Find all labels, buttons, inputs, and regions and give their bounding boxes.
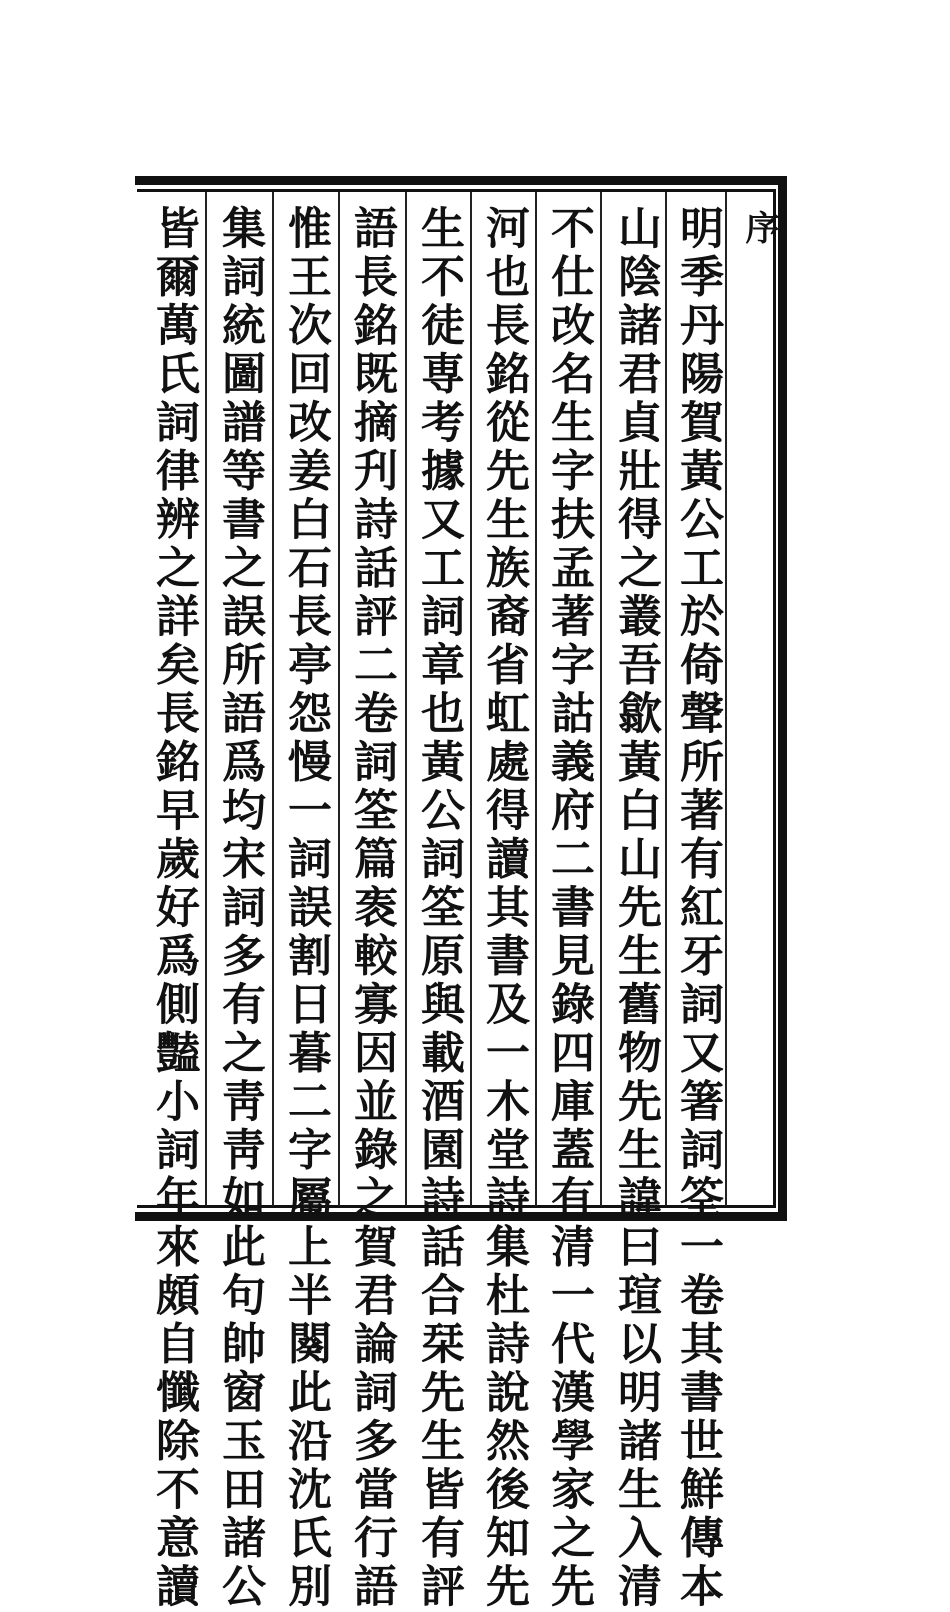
frame-right-inner-line [773,189,776,1208]
column-rule [600,192,602,1206]
text-column-7: 惟王次回改姜白石長亭怨慢一詞誤割日暮二字屬上半闋此沿沈氏別 [280,205,331,1612]
column-rule [470,192,472,1206]
text-column-2: 山陰諸君貞壯得之叢吾歙黃白山先生舊物先生諱曰瑄以明諸生入清 [610,205,661,1612]
column-rule [338,192,340,1206]
preface-heading: 序 [739,210,779,244]
frame-top-inner-line [137,189,774,192]
column-rule [665,192,667,1206]
text-column-4: 河也長銘從先生族裔省虹處得讀其書及一木堂詩集杜詩說然後知先 [478,205,529,1612]
text-column-3: 不仕改名生字扶孟著字詁義府二書見錄四庫蓋有清一代漢學家之先 [543,205,594,1612]
column-rule [725,192,727,1206]
text-column-5: 生不徒専考據又工詞章也黃公詞筌原與載酒園詩話合栞先生皆有評 [413,205,464,1612]
text-column-6: 語長銘既摘刋詩話評二卷詞筌篇袠較寡因並錄之賀君論詞多當行語 [346,205,397,1612]
column-rule [272,192,274,1206]
text-column-8: 集詞統圖譜等書之誤所語爲均宋詞多有之靑靑如此句帥窗玉田諸公 [214,205,265,1612]
text-column-1: 明季丹陽賀黃公工於倚聲所著有紅牙詞又箸詞筌一卷其書世鮮傳本 [672,205,723,1612]
column-rule [205,192,207,1206]
column-rule [535,192,537,1206]
text-column-9: 皆爾萬氏詞律辨之詳矣長銘早歲好爲側豔小詞年來頗自懺除不意讀 [148,205,199,1612]
column-rule [405,192,407,1206]
